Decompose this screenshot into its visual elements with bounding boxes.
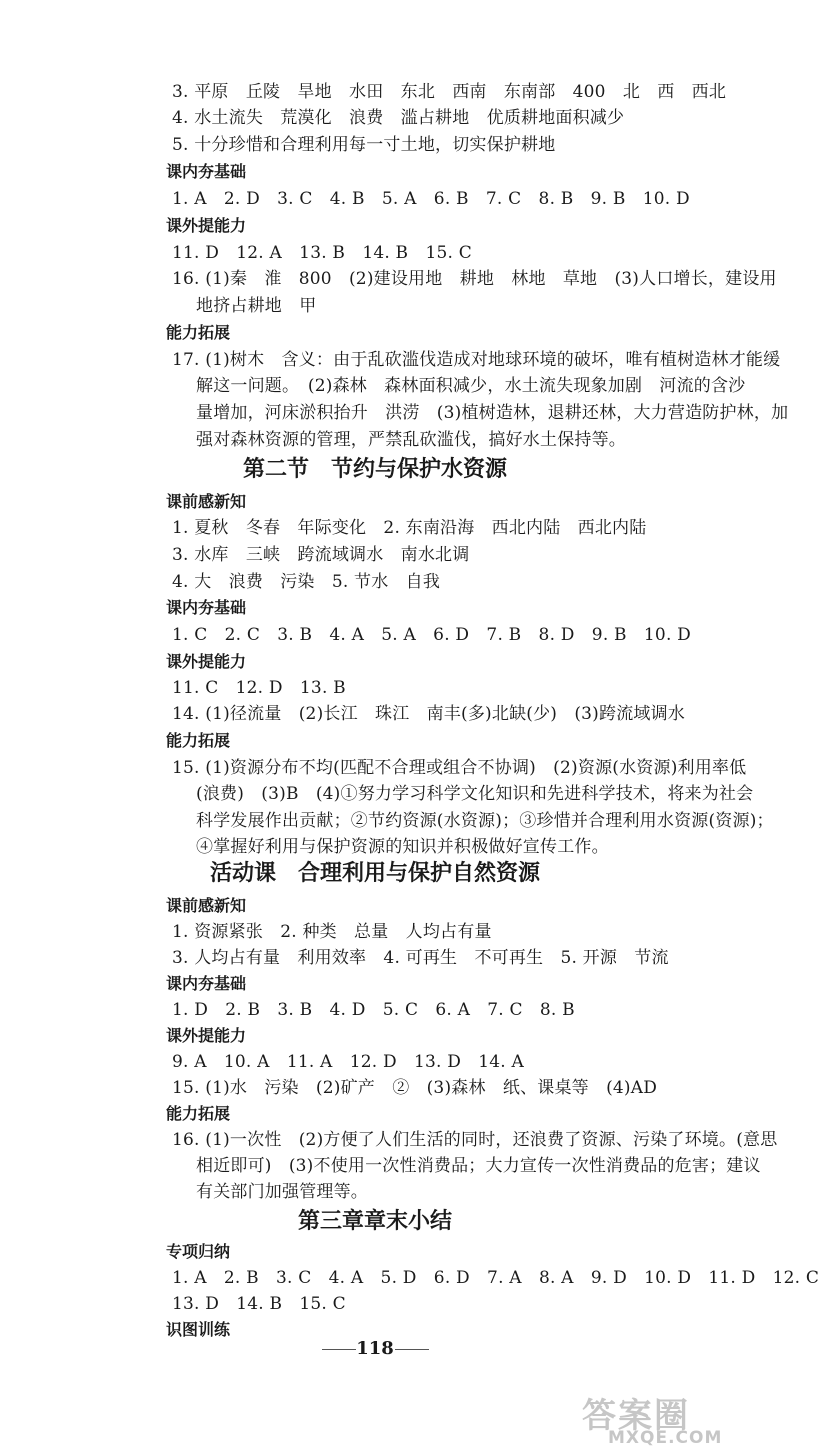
q16-line-1: 16. (1)一次性 (2)方便了人们生活的同时，还浪费了资源、污染了环境。(意思 [172,1130,778,1150]
watermark-url: MXQE.COM [608,1428,723,1448]
watermark-logo [582,1388,742,1450]
heading-topic-summary: 专项归纳 [166,1242,231,1261]
q16-line-2: 相近即可) (3)不使用一次性消费品；大力宣传一次性消费品的危害；建议 [196,1156,761,1176]
q15-line-4: ④掌握好利用与保护资源的知识并积极做好宣传工作。 [196,837,609,857]
section-title-water: 第二节 节约与保护水资源 [242,457,507,482]
heading-pre-class: 课前感新知 [166,492,247,511]
summary-answers-2: 13. D 14. B 15. C [172,1294,346,1314]
pre-line-1: 1. 资源紧张 2. 种类 总量 人均占有量 [172,922,492,942]
page-number: 118 [356,1338,394,1359]
heading-outer-ability: 课外提能力 [166,652,247,671]
pre-line-4: 4. 大 浪费 污染 5. 节水 自我 [172,572,441,592]
heading-extension: 能力拓展 [166,323,231,342]
q17-line-4: 强对森林资源的管理，严禁乱砍滥伐，搞好水土保持等。 [196,430,626,450]
q17-line-3: 量增加，河床淤积抬升 洪涝 (3)植树造林，退耕还林，大力营造防护林，加 [196,403,789,423]
section-title-activity: 活动课 合理利用与保护自然资源 [209,861,540,886]
watermark-logo-text: 答案圈 [582,1396,690,1436]
pre-line-3: 3. 人均占有量 利用效率 4. 可再生 不可再生 5. 开源 节流 [172,948,669,968]
heading-outer-ability: 课外提能力 [166,216,247,235]
answer-line-4: 4. 水土流失 荒漠化 浪费 滥占耕地 优质耕地面积减少 [172,108,625,128]
q15-line-2: (浪费) (3)B (4)①努力学习科学文化知识和先进科学技术，将来为社会 [196,784,754,804]
heading-inner-basics: 课内夯基础 [166,598,247,617]
inner-answers: 1. C 2. C 3. B 4. A 5. A 6. D 7. B 8. D 9. B 10. D [172,625,691,645]
heading-outer-ability: 课外提能力 [166,1026,247,1045]
answer-line-3: 3. 平原 丘陵 旱地 水田 东北 西南 东南部 400 北 西 西北 [172,82,727,102]
q16-line-1: 16. (1)秦 淮 800 (2)建设用地 耕地 林地 草地 (3)人口增长，建设用 [172,269,777,289]
pre-line-3: 3. 水库 三峡 跨流域调水 南水北调 [172,545,470,565]
inner-answers: 1. A 2. D 3. C 4. B 5. A 6. B 7. C 8. B 9. B 10. D [172,189,690,209]
q15-line-3: 科学发展作出贡献；②节约资源(水资源)；③珍惜并合理利用水资源(资源)； [196,811,774,831]
outer-answers: 9. A 10. A 11. A 12. D 13. D 14. A [172,1052,524,1072]
outer-answers: 11. D 12. A 13. B 14. B 15. C [172,243,472,263]
q17-line-2: 解这一问题。 (2)森林 森林面积减少，水土流失现象加剧 河流的含沙 [196,376,746,396]
q15-line: 15. (1)水 污染 (2)矿产 ② (3)森林 纸、课桌等 (4)AD [172,1078,658,1098]
q16-line-3: 有关部门加强管理等。 [196,1182,368,1202]
q15-line-1: 15. (1)资源分布不均(匹配不合理或组合不协调) (2)资源(水资源)利用率低 [172,758,747,778]
outer-answers: 11. C 12. D 13. B [172,678,346,698]
section-title-summary: 第三章章末小结 [297,1209,452,1234]
q16-line-2: 地挤占耕地 甲 [196,296,317,316]
inner-answers: 1. D 2. B 3. B 4. D 5. C 6. A 7. C 8. B [172,1000,575,1020]
pre-line-1: 1. 夏秋 冬春 年际变化 2. 东南沿海 西北内陆 西北内陆 [172,518,647,538]
page-number-dash-right [395,1349,429,1350]
heading-inner-basics: 课内夯基础 [166,974,247,993]
q14-line: 14. (1)径流量 (2)长江 珠江 南丰(多)北缺(少) (3)跨流域调水 [172,704,686,724]
answer-line-5: 5. 十分珍惜和合理利用每一寸土地，切实保护耕地 [172,135,556,155]
heading-map-training: 识图训练 [166,1320,231,1339]
heading-inner-basics: 课内夯基础 [166,162,247,181]
summary-answers-1: 1. A 2. B 3. C 4. A 5. D 6. D 7. A 8. A 9. D 10. D 11. D 12. C [172,1268,819,1288]
heading-extension: 能力拓展 [166,1104,231,1123]
q17-line-1: 17. (1)树木 含义：由于乱砍滥伐造成对地球环境的破坏，唯有植树造林才能缓 [172,350,781,370]
heading-pre-class: 课前感新知 [166,896,247,915]
heading-extension: 能力拓展 [166,731,231,750]
